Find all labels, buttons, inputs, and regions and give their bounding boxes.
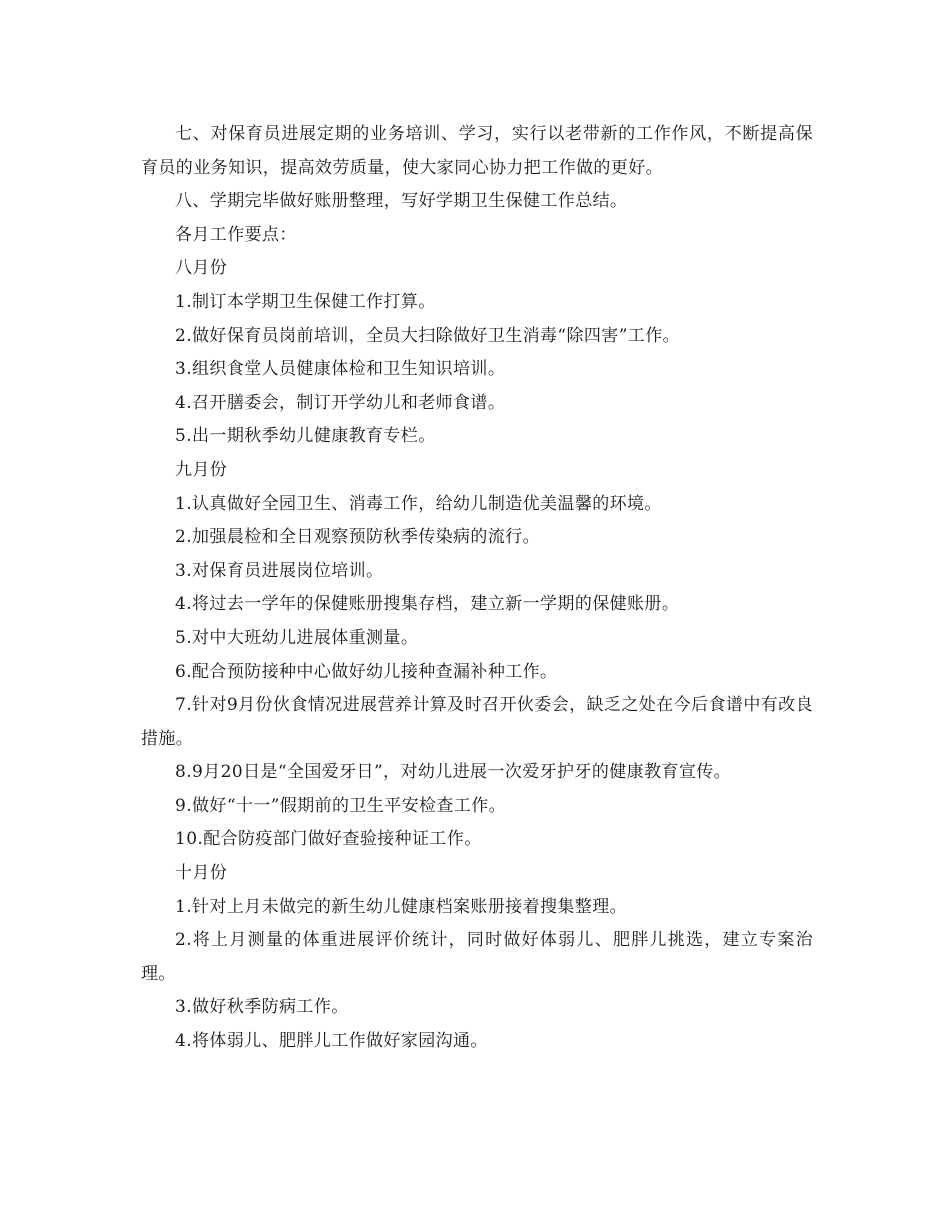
list-item: 8.9月20日是“全国爱牙日”，对幼儿进展一次爱牙护牙的健康教育宣传。 (175, 762, 732, 783)
list-item: 4.将体弱儿、肥胖儿工作做好家园沟通。 (175, 1031, 488, 1052)
list-item: 2.加强晨检和全日观察预防秋季传染病的流行。 (175, 527, 541, 548)
list-item: 4.召开膳委会，制订开学幼儿和老师食谱。 (175, 392, 506, 413)
document-body (141, 118, 813, 1059)
list-item: 10.配合防疫部门做好查验接种证工作。 (175, 829, 482, 850)
list-item: 2.做好保育员岗前培训，全员大扫除做好卫生消毒“除四害”工作。 (175, 325, 681, 346)
paragraph: 八、学期完毕做好账册整理，写好学期卫生保健工作总结。 (175, 191, 628, 212)
list-item: 3.对保育员进展岗位培训。 (175, 560, 384, 581)
section-heading: 各月工作要点： (175, 224, 297, 245)
list-item: 4.将过去一学年的保健账册搜集存档，建立新一学期的保健账册。 (175, 594, 680, 615)
list-item: 5.出一期秋季幼儿健康教育专栏。 (175, 426, 436, 447)
list-item: 3.做好秋季防病工作。 (175, 997, 349, 1018)
list-item: 1.针对上月未做完的新生幼儿健康档案账册接着搜集整理。 (175, 896, 628, 917)
month-heading: 十月份 (175, 863, 228, 884)
list-item: 7.针对9月份伙食情况进展营养计算及时召开伙委会，缺乏之处在今后食谱中有改良措施。 (141, 695, 813, 749)
list-item: 3.组织食堂人员健康体检和卫生知识培训。 (175, 359, 506, 380)
list-item: 1.认真做好全园卫生、消毒工作，给幼儿制造优美温馨的环境。 (175, 493, 662, 514)
list-item: 5.对中大班幼儿进展体重测量。 (175, 627, 419, 648)
month-heading: 九月份 (175, 459, 228, 480)
list-item: 2.将上月测量的体重进展评价统计，同时做好体弱儿、肥胖儿挑选，建立专案治理。 (141, 930, 813, 984)
list-item: 1.制订本学期卫生保健工作打算。 (175, 291, 436, 312)
month-heading: 八月份 (175, 258, 228, 279)
list-item: 9.做好“十一”假期前的卫生平安检查工作。 (175, 795, 507, 816)
paragraph: 七、对保育员进展定期的业务培训、学习，实行以老带新的工作作风，不断提高保育员的业务知识，提高效劳质量，使大家同心协力把工作做的更好。 (141, 124, 813, 178)
list-item: 6.配合预防接种中心做好幼儿接种查漏补种工作。 (175, 661, 558, 682)
